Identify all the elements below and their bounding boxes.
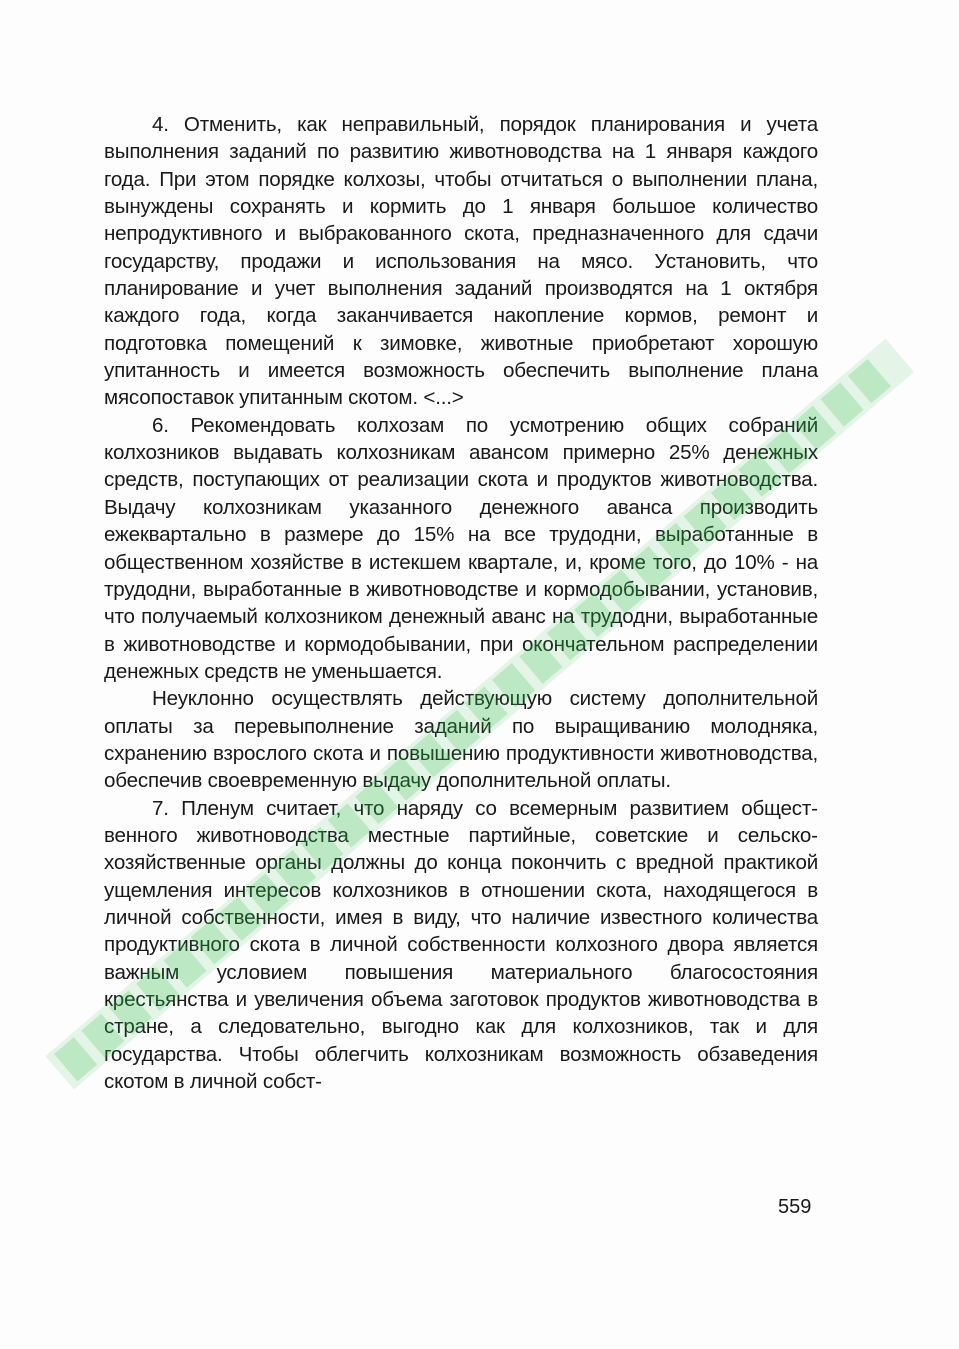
body-text bbox=[104, 111, 818, 1095]
page-number: 559 bbox=[778, 1196, 812, 1218]
paragraph-item-4: 4. Отменить, как неправильный, порядок планирования и учета выполнения заданий по развитию животноводства на 1 января каждого года. При этом порядке колхозы, чтобы отчитаться о выполнении плана, вынуждены сохранять и кормить до 1 января большое количество непродуктивного и выбракованного скота, предназначенного для сдачи государству, продажи и использования на мясо. Установить, что планирование и учет выполнения заданий производятся на 1 октября каждого года, когда заканчивается накопление кормов, ремонт и подготовка помещений к зимовке, животные приобретают хорошую упитанность и имеется возможность обеспечить выполнение плана мясопоставок упитанным скотом. <...> bbox=[104, 113, 818, 410]
paragraph-item-6: 6. Рекомендовать колхозам по усмотрению общих собраний колхозников выдавать колхозникам авансом примерно 25% денежных средств, поступающих от реализации скота и продуктов животноводства. Выдачу колхозникам указанного денежного аванса производить ежеквартально в размере до 15% на все трудодни, выработанные в общественном хозяйстве в истекшем квартале, и, кроме того, до 10% - на трудодни, выработанные в животноводстве и кормодобывании, установив, что получаемый колхозником денежный аванс на трудодни, выработанные в животноводстве и кормодобывании, при окончательном распределении денежных средств не уменьшается. bbox=[104, 413, 818, 683]
paragraph-item-7: 7. Пленум считает, что наряду со всемерным развитием общественного животноводства местные партийные, советские и сельскохозяйственные органы должны до конца покончить с вредной практикой ущемления интересов колхозников в отношении скота, находящегося в личной собственности, имея в виду, что наличие известного количества продуктивного скота в личной собственности колхозного двора является важным условием повышения материального благосостояния крестьянства и увеличения объема заготовок продуктов животноводства в стране, а следовательно, выгодно как для колхозников, так и для государства. Чтобы облегчить колхозникам возможность обзаведения скотом в личной собст- bbox=[104, 796, 818, 1094]
paragraph-additional-pay: Неуклонно осуществлять действующую систему дополнительной оплаты за перевыполнение заданий по выращиванию молодняка, схранению взрослого скота и повышению продуктивности животноводства, обеспечив своевременную выдачу дополнительной оплаты. bbox=[104, 687, 818, 793]
